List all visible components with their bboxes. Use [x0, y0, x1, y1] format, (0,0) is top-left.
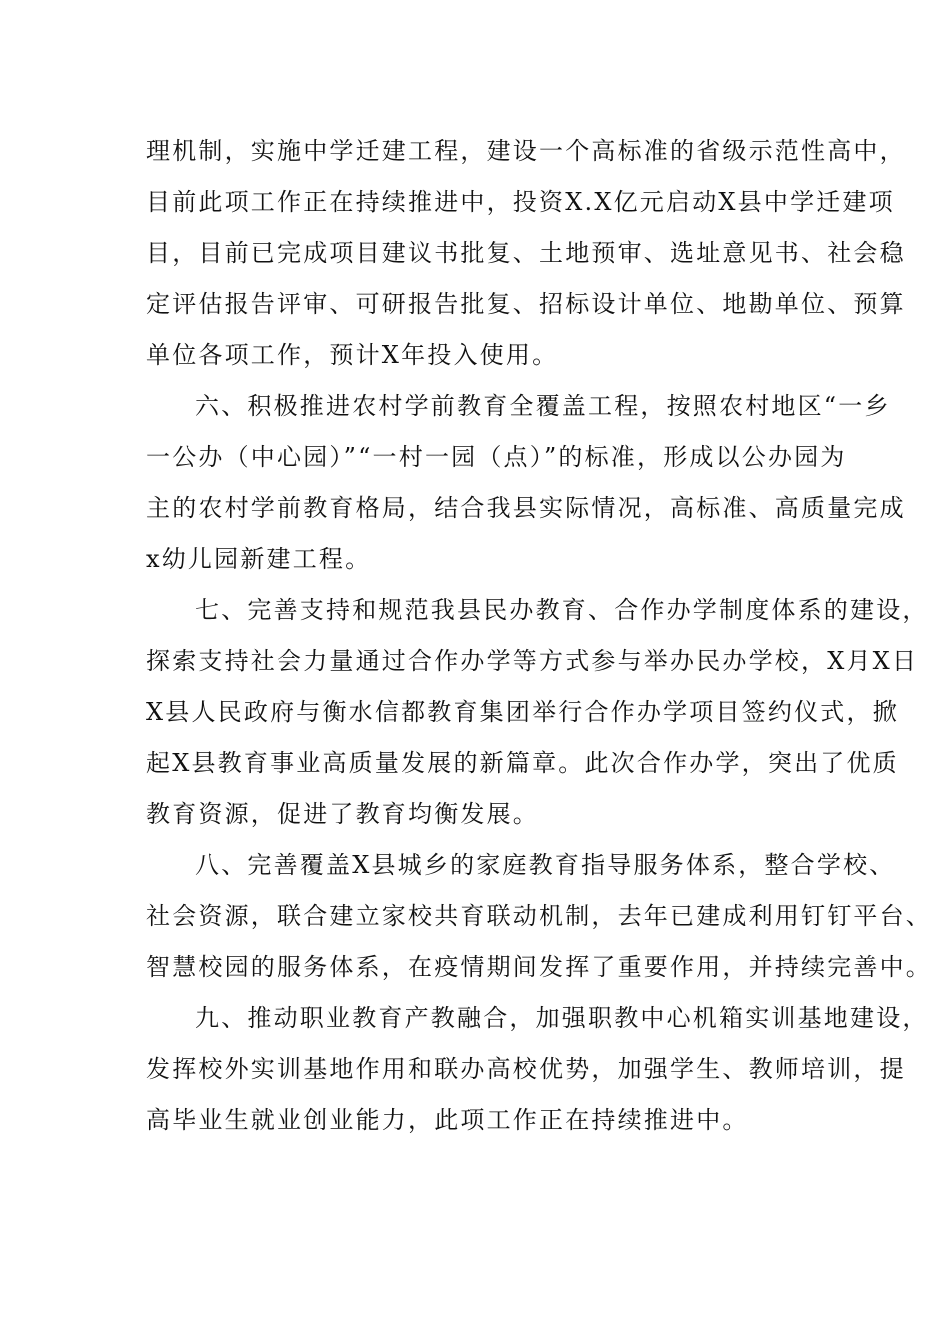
paragraph-line: 目，目前已完成项目建议书批复、土地预审、选址意见书、社会稳 [146, 239, 906, 267]
paragraph-line: 定评估报告评审、可研报告批复、招标设计单位、地勘单位、预算 [146, 290, 906, 318]
paragraph-line: 理机制，实施中学迁建工程，建设一个高标准的省级示范性高中， [146, 137, 906, 165]
paragraph-line: X县人民政府与衡水信都教育集团举行合作办学项目签约仪式，掀 [146, 698, 899, 726]
paragraph-line: 智慧校园的服务体系，在疫情期间发挥了重要作用，并持续完善中。 [146, 953, 932, 981]
paragraph-6 [146, 381, 906, 585]
paragraph-line: 一公办（中心园）”“一村一园（点）”的标准，形成以公办园为 [146, 443, 847, 471]
paragraph-1 [146, 126, 906, 381]
paragraph-line: 教育资源，促进了教育均衡发展。 [146, 800, 539, 828]
paragraph-line: 探索支持社会力量通过合作办学等方式参与举办民办学校，X月X日 [146, 647, 919, 675]
paragraph-line: 社会资源，联合建立家校共育联动机制，去年已建成利用钉钉平台、 [146, 902, 932, 930]
paragraph-line: 七、完善支持和规范我县民办教育、合作办学制度体系的建设， [195, 596, 929, 624]
paragraph-7 [146, 585, 929, 840]
paragraph-line: 六、积极推进农村学前教育全覆盖工程，按照农村地区“一乡 [195, 392, 891, 420]
document-body [146, 126, 932, 1146]
paragraph-line: 单位各项工作，预计X年投入使用。 [146, 341, 559, 369]
paragraph-line: 起X县教育事业高质量发展的新篇章。此次合作办学，突出了优质 [146, 749, 899, 777]
paragraph-line: 发挥校外实训基地作用和联办高校优势，加强学生、教师培训，提 [146, 1055, 906, 1083]
paragraph-line: 主的农村学前教育格局，结合我县实际情况，高标准、高质量完成 [146, 494, 906, 522]
paragraph-line: 高毕业生就业创业能力，此项工作正在持续推进中。 [146, 1106, 749, 1134]
paragraph-8 [146, 840, 932, 993]
paragraph-line: 八、完善覆盖X县城乡的家庭教育指导服务体系，整合学校、 [195, 851, 896, 879]
paragraph-line: x幼儿园新建工程。 [146, 545, 372, 573]
paragraph-line: 目前此项工作正在持续推进中，投资X.X亿元启动X县中学迁建项 [146, 188, 895, 216]
paragraph-9 [146, 993, 929, 1146]
paragraph-line: 九、推动职业教育产教融合，加强职教中心机箱实训基地建设， [195, 1004, 929, 1032]
